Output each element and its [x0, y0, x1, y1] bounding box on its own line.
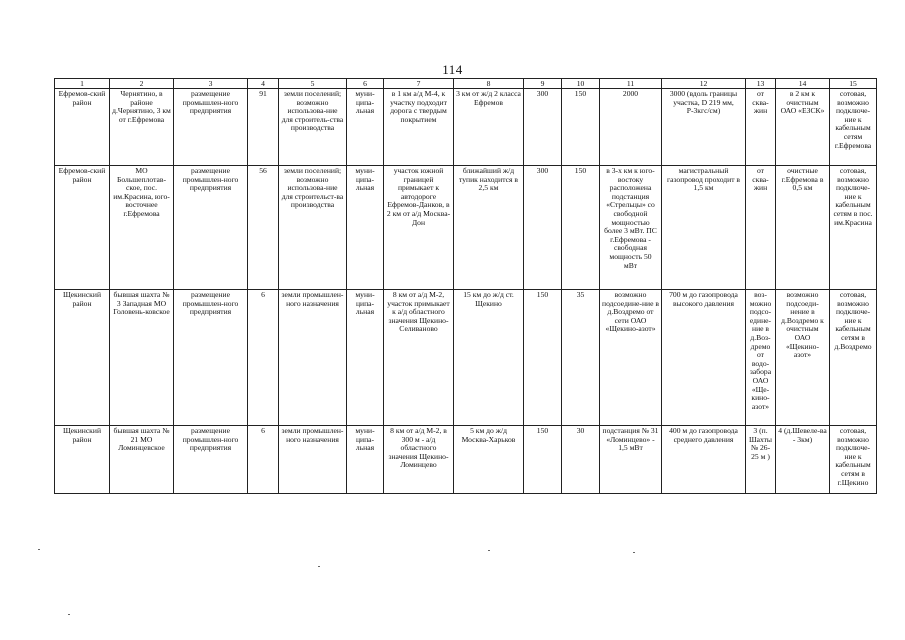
- cell-water: воз-можно подсо-едине-ние в д.Воз-дремо от водо-забора ОАО «Ще-кино-азот»: [746, 290, 776, 426]
- cell-telecom: сотовая, возможно подключе-ние к кабельным сетям в д.Воздремо: [830, 290, 877, 426]
- cell-sewage: возможно подсоеди-нение в д.Воздремо к очистным ОАО «Щекино-азот»: [776, 290, 830, 426]
- cell-col9: 300: [524, 166, 562, 290]
- cell-power: возможно подсоедине-ние в д.Воздремо от сети ОАО «Щекино-азот»: [600, 290, 662, 426]
- cell-district: Ефремов-ский район: [55, 166, 110, 290]
- cell-col10: 30: [562, 426, 600, 494]
- cell-sewage: 4 (д.Шевеле-ва - 3км): [776, 426, 830, 494]
- cell-road-access: 8 км от а/д М-2, участок примыкает к а/д областного значения Щекино-Селиваново: [384, 290, 454, 426]
- cell-sewage: очистные г.Ефремова в 0,5 км: [776, 166, 830, 290]
- column-number-row: [55, 79, 877, 89]
- cell-power: в 3-х км к юго-востоку расположена подстанция «Стрельцы» со свободной мощностью более 3 мВт. ПС г.Ефремова - свободная мощность 50 мВт: [600, 166, 662, 290]
- table-row: [55, 290, 877, 426]
- cell-location: бывшая шахта № 21 МО Ломинцевское: [110, 426, 174, 494]
- cell-telecom: сотовая, возможно подключе-ние к кабельным сетям г.Ефремова: [830, 89, 877, 166]
- column-number: 13: [746, 79, 776, 89]
- table-row: [55, 426, 877, 494]
- page-number: 114: [442, 62, 463, 77]
- column-number: 15: [830, 79, 877, 89]
- column-number: 5: [279, 79, 347, 89]
- cell-area: 6: [248, 290, 279, 426]
- cell-purpose: размещение промышлен-ного предприятия: [174, 166, 248, 290]
- cell-area: 6: [248, 426, 279, 494]
- table-row: [55, 89, 877, 166]
- cell-gas: 3000 (вдоль границы участка, D 219 мм, Р-3кгс/см): [662, 89, 746, 166]
- cell-telecom: сотовая, возможно подключе-ние к кабельным сетям в пос. им.Красина: [830, 166, 877, 290]
- cell-rail-access: 3 км от ж/д 2 класса Ефремов: [454, 89, 524, 166]
- cell-ownership: муни-ципа-льная: [347, 426, 384, 494]
- cell-purpose: размещение промышлен-ного предприятия: [174, 290, 248, 426]
- column-number: 4: [248, 79, 279, 89]
- cell-telecom: сотовая, возможно подключе-ние к кабельным сетям в г.Щекино: [830, 426, 877, 494]
- scan-speck: [68, 614, 70, 615]
- cell-ownership: муни-ципа-льная: [347, 290, 384, 426]
- cell-road-access: 8 км от а/д М-2, в 300 м - а/д областного значения Щекино-Ломинцево: [384, 426, 454, 494]
- scan-speck: [633, 552, 635, 553]
- cell-location: МО Большеплотав-ское, пос. им.Красина, юго-восточнее г.Ефремова: [110, 166, 174, 290]
- cell-area: 56: [248, 166, 279, 290]
- land-plots-table: [54, 78, 877, 494]
- cell-power: 2000: [600, 89, 662, 166]
- cell-ownership: муни-ципа-льная: [347, 166, 384, 290]
- scan-speck: [38, 549, 40, 550]
- column-number: 11: [600, 79, 662, 89]
- cell-col9: 300: [524, 89, 562, 166]
- cell-rail-access: 5 км до ж/д Москва-Харьков: [454, 426, 524, 494]
- cell-sewage: в 2 км к очистным ОАО «ЕЗСК»: [776, 89, 830, 166]
- cell-col9: 150: [524, 426, 562, 494]
- scan-speck: [318, 566, 320, 567]
- cell-gas: 700 м до газопровода высокого давления: [662, 290, 746, 426]
- cell-land-category: земли поселений; возможно использова-ние для строительст-ва производства: [279, 166, 347, 290]
- cell-land-category: земли промышлен-ного назначения: [279, 290, 347, 426]
- cell-ownership: муни-ципа-льная: [347, 89, 384, 166]
- cell-water: 3 (п. Шахты № 26-25 м ): [746, 426, 776, 494]
- cell-district: Ефремов-ский район: [55, 89, 110, 166]
- cell-rail-access: ближайший ж/д тупик находится в 2,5 км: [454, 166, 524, 290]
- cell-power: подстанция № 31 «Ломинцево» - 1,5 мВт: [600, 426, 662, 494]
- column-number: 8: [454, 79, 524, 89]
- cell-area: 91: [248, 89, 279, 166]
- column-number: 7: [384, 79, 454, 89]
- column-number: 12: [662, 79, 746, 89]
- cell-rail-access: 15 км до ж/д ст. Щекино: [454, 290, 524, 426]
- scan-speck: [488, 550, 490, 551]
- cell-land-category: земли поселений; возможно использова-ние для строитель-ства производства: [279, 89, 347, 166]
- table-row: [55, 166, 877, 290]
- cell-col10: 150: [562, 89, 600, 166]
- cell-location: Чернятино, в районе д.Чернятино, 3 км от г.Ефремова: [110, 89, 174, 166]
- cell-land-category: земли промышлен-ного назначения: [279, 426, 347, 494]
- cell-col10: 35: [562, 290, 600, 426]
- column-number: 6: [347, 79, 384, 89]
- cell-purpose: размещение промышлен-ного предприятия: [174, 89, 248, 166]
- cell-gas: 400 м до газопровода среднего давления: [662, 426, 746, 494]
- cell-road-access: участок южной границей примыкает к автодороге Ефремов-Данков, в 2 км от а/д Москва-Дон: [384, 166, 454, 290]
- column-number: 3: [174, 79, 248, 89]
- cell-road-access: в 1 км а/д М-4, к участку подходит дорога с твердым покрытием: [384, 89, 454, 166]
- column-number: 1: [55, 79, 110, 89]
- cell-water: от сква-жин: [746, 166, 776, 290]
- column-number: 10: [562, 79, 600, 89]
- cell-district: Щекинский район: [55, 290, 110, 426]
- cell-location: бывшая шахта № 3 Западная МО Головень-ковское: [110, 290, 174, 426]
- cell-district: Щекинский район: [55, 426, 110, 494]
- cell-gas: магистральный газопровод проходит в 1,5 км: [662, 166, 746, 290]
- cell-col9: 150: [524, 290, 562, 426]
- column-number: 14: [776, 79, 830, 89]
- cell-water: от сква-жин: [746, 89, 776, 166]
- column-number: 9: [524, 79, 562, 89]
- cell-col10: 150: [562, 166, 600, 290]
- column-number: 2: [110, 79, 174, 89]
- cell-purpose: размещение промышлен-ного предприятия: [174, 426, 248, 494]
